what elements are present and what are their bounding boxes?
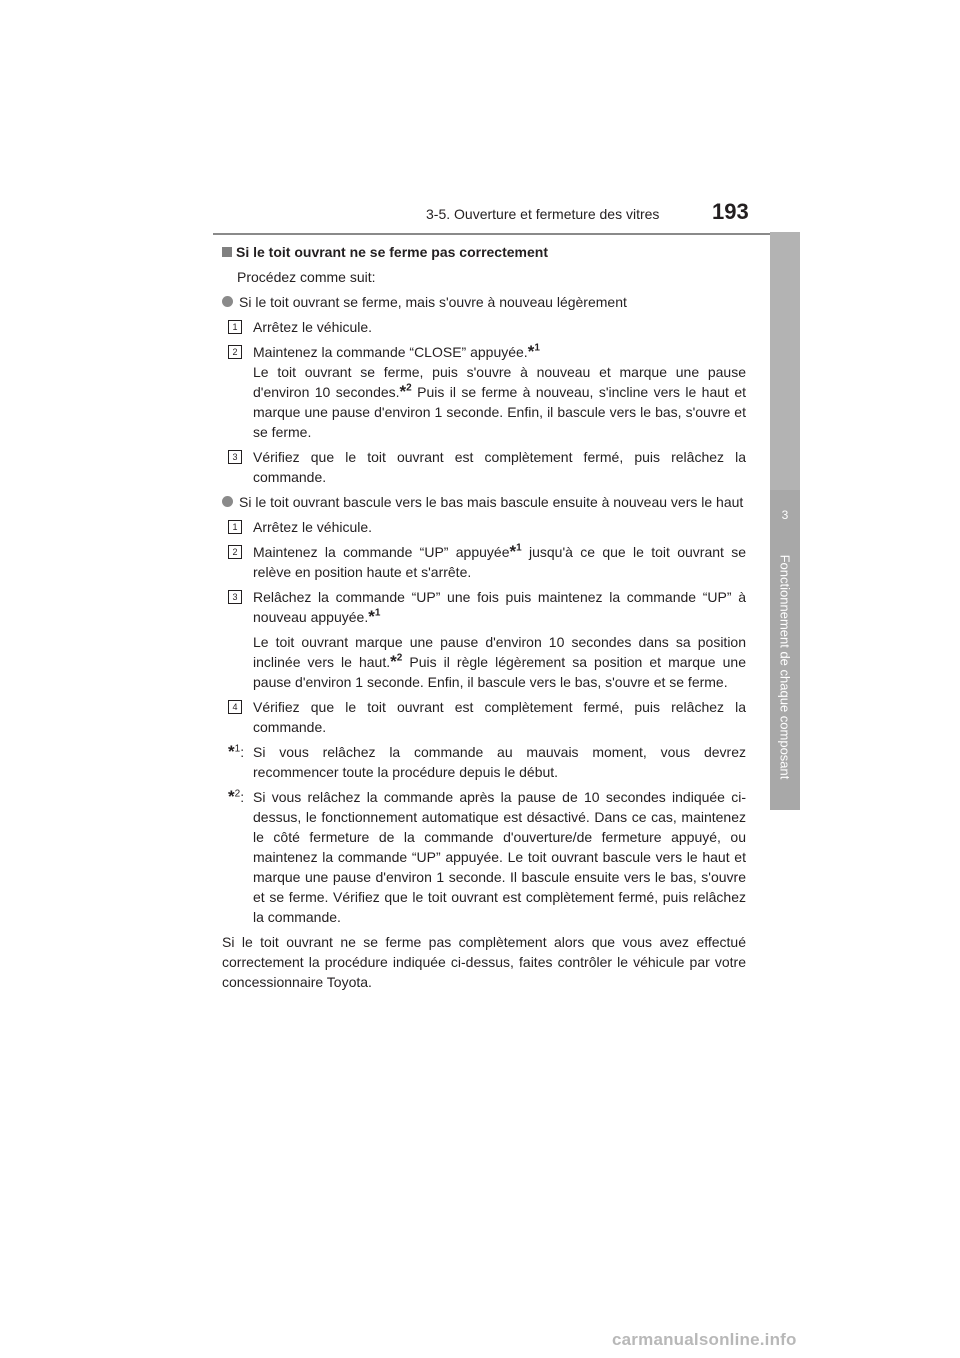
- footnote-ref-1: *$^1$: [527, 342, 540, 361]
- case2-step-3-detail: Le toit ouvrant marque une pause d'environ 10 secondes dans sa position inclinée vers le haut.*$^2$ Puis il règle légèrement sa position et marque une pause d'environ 1 seconde. Enfin, il bascule vers le bas, s'ouvre et se ferme.: [253, 634, 746, 690]
- side-tab-upper: [770, 232, 800, 490]
- footnote-marker: *$^1$:: [228, 742, 245, 761]
- circle-bullet-icon: [222, 296, 233, 307]
- footnote-1: *$^1$: Si vous relâchez la commande au mauvais moment, vous devrez recommencer toute la procédure depuis le début.: [228, 742, 746, 780]
- step-number-box: 3: [228, 450, 242, 464]
- running-header-section: 3-5. Ouverture et fermeture des vitres: [426, 206, 660, 222]
- chapter-title: Fonctionnement de chaque composant: [777, 554, 793, 780]
- page-body: [222, 242, 746, 992]
- case1-heading: Si le toit ouvrant se ferme, mais s'ouvre à nouveau légèrement: [222, 292, 746, 312]
- step-number-box: 1: [228, 320, 242, 334]
- intro-text: Procédez comme suit:: [237, 269, 376, 285]
- square-bullet-icon: [222, 247, 232, 257]
- case2-step-2: 2 Maintenez la commande “UP” appuyée*$^1$ jusqu'à ce que le toit ouvrant se relève en position haute et s'arrête.: [222, 542, 746, 582]
- case2-heading: Si le toit ouvrant bascule vers le bas mais bascule ensuite à nouveau vers le haut: [222, 492, 746, 512]
- chapter-number: 3: [781, 508, 789, 522]
- circle-bullet-icon: [222, 496, 233, 507]
- header-rule: [213, 233, 800, 235]
- case2-step-1: 1 Arrêtez le véhicule.: [222, 517, 746, 537]
- footnote-2: *$^2$: Si vous relâchez la commande après la pause de 10 secondes indiquée ci-dessus, le fonctionnement automatique est désactivé. Dans ce cas, maintenez le côté fermeture de la commande d'ouverture/de fermeture appuyé, ou maintenez la commande “UP” appuyée. Le toit ouvrant bascule vers le haut et marque une pause d'environ 1 seconde. Il bascule ensuite vers le bas, s'ouvre et se ferme. Vérifiez que le toit ouvrant est complètement fermé, puis relâchez la commande.: [228, 787, 746, 925]
- section-title: Si le toit ouvrant ne se ferme pas correctement: [222, 242, 746, 262]
- case1-step-3: 3 Vérifiez que le toit ouvrant est complètement fermé, puis relâchez la commande.: [222, 447, 746, 487]
- step-number-box: 4: [228, 700, 242, 714]
- footnote-marker: *$^2$:: [228, 787, 245, 806]
- page-number: 193: [712, 199, 749, 224]
- footnote-ref-2: *$^2$: [399, 382, 412, 401]
- case2-step-3: 3 Relâchez la commande “UP” une fois puis maintenez la commande “UP” à nouveau appuyée.*$^1$: [222, 587, 746, 627]
- footnote-ref-1: *$^1$: [509, 542, 522, 561]
- conclusion-paragraph: Si le toit ouvrant ne se ferme pas complètement alors que vous avez effectué correctement la procédure indiquée ci-dessus, faites contrôler le véhicule par votre concessionnaire Toyota.: [222, 934, 746, 990]
- case2-step-4: 4 Vérifiez que le toit ouvrant est complètement fermé, puis relâchez la commande.: [222, 697, 746, 737]
- footnote-ref-1: *$^1$: [368, 607, 381, 626]
- step-number-box: 3: [228, 590, 242, 604]
- step-number-box: 2: [228, 345, 242, 359]
- footnote-ref-2: *$^2$: [390, 652, 403, 671]
- case1-step-2: 2 Maintenez la commande “CLOSE” appuyée.*$^1$ Le toit ouvrant se ferme, puis s'ouvre à nouveau et marque une pause d'environ 10 secondes.*$^2$ Puis il se ferme à nouveau, s'incline vers le haut et marque une pause d'environ 1 seconde. Enfin, il bascule vers le bas, s'ouvre et se ferme.: [222, 342, 746, 442]
- case1-step-1: 1 Arrêtez le véhicule.: [222, 317, 746, 337]
- step-number-box: 2: [228, 545, 242, 559]
- step-number-box: 1: [228, 520, 242, 534]
- watermark: carmanualsonline.info: [612, 1330, 797, 1349]
